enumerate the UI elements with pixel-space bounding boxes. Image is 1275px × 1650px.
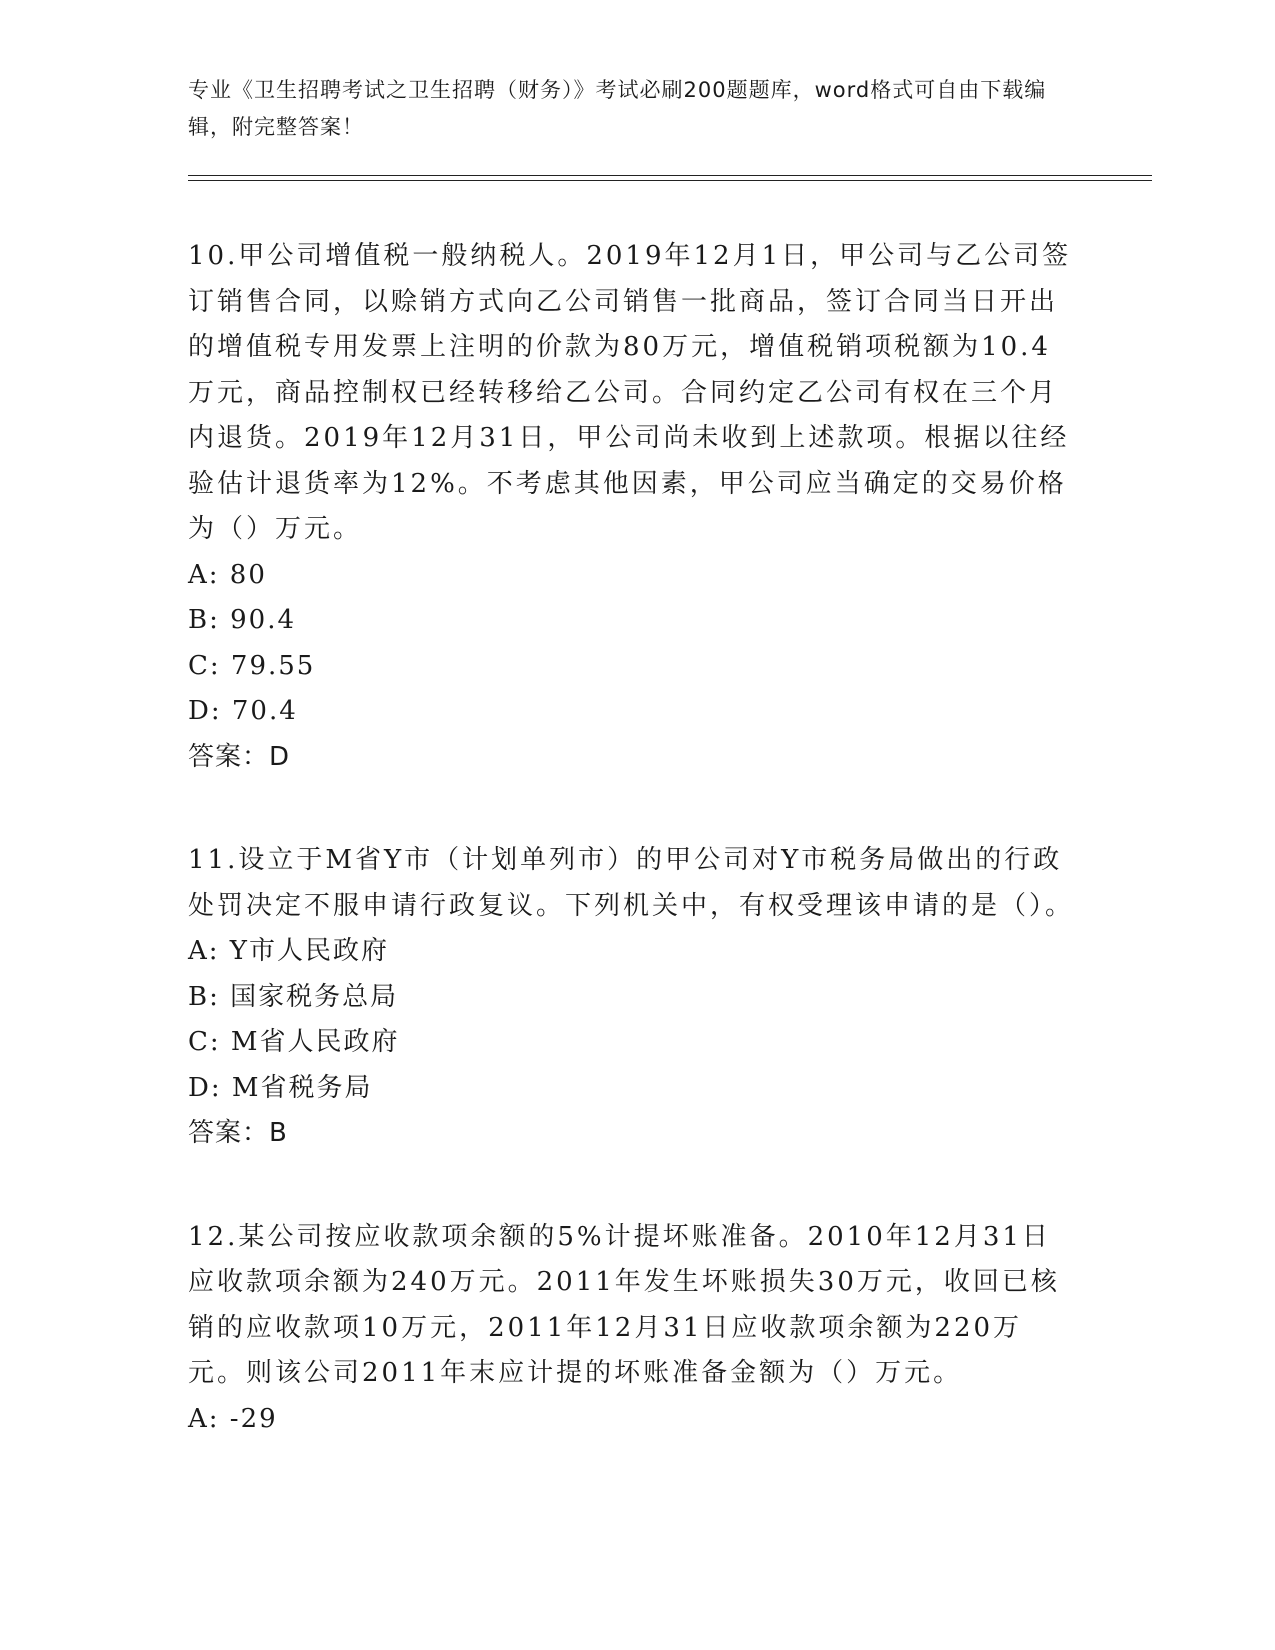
answer: 答案：B xyxy=(188,1118,288,1148)
question-10 xyxy=(188,234,1078,780)
option-d: D: M省税务局 xyxy=(188,1072,373,1103)
question-stem: 12.某公司按应收款项余额的5%计提坏账准备。2010年12月31日应收款项余额为240万元。2011年发生坏账损失30万元，收回已核销的应收款项10万元，2011年12月31日应收款项余额为220万元。则该公司2011年末应计提的坏账准备金额为（）万元。 xyxy=(188,1221,1060,1388)
header-divider-bottom xyxy=(188,180,1152,181)
document-header: 专业《卫生招聘考试之卫生招聘（财务）》考试必刷200题题库，word格式可自由下载编辑，附完整答案！ xyxy=(188,78,1047,139)
option-a: A: 80 xyxy=(188,559,267,590)
question-12 xyxy=(188,1215,1078,1443)
option-b: B: 90.4 xyxy=(188,605,297,635)
question-11 xyxy=(188,838,1078,1157)
answer: 答案：D xyxy=(188,741,291,772)
header-divider-top xyxy=(188,175,1152,176)
option-b: B: 国家税务总局 xyxy=(188,981,399,1012)
question-stem: 10.甲公司增值税一般纳税人。2019年12月1日，甲公司与乙公司签订销售合同，以赊销方式向乙公司销售一批商品，签订合同当日开出的增值税专用发票上注明的价款为80万元，增值税销项税额为10.4万元，商品控制权已经转移给乙公司。合同约定乙公司有权在三个月内退货。2019年12月31日，甲公司尚未收到上述款项。根据以往经验估计退货率为12%。不考虑其他因素，甲公司应当确定的交易价格为（）万元。 xyxy=(188,241,1072,544)
option-a: A: Y市人民政府 xyxy=(188,936,389,966)
option-a: A: -29 xyxy=(188,1403,278,1434)
question-stem: 11.设立于M省Y市（计划单列市）的甲公司对Y市税务局做出的行政处罚决定不服申请行政复议。下列机关中，有权受理该申请的是（）。 xyxy=(188,845,1075,921)
question-list xyxy=(188,234,1078,1500)
option-c: C: 79.55 xyxy=(188,650,316,681)
option-d: D: 70.4 xyxy=(188,696,298,726)
option-c: C: M省人民政府 xyxy=(188,1027,400,1057)
